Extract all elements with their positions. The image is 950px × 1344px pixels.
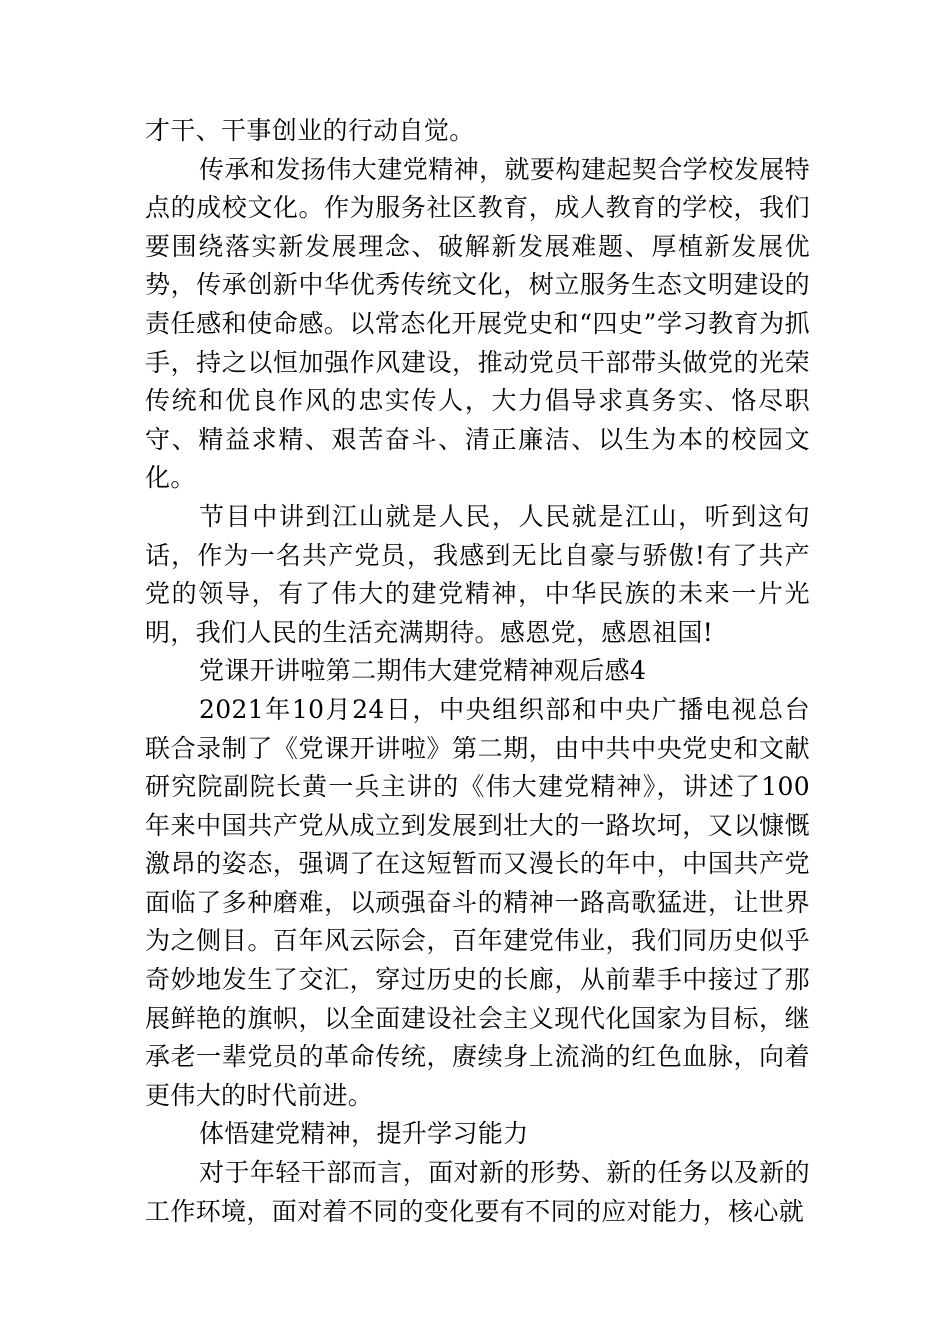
paragraph-2: 传承和发扬伟大建党精神，就要构建起契合学校发展特点的成校文化。作为服务社区教育，成人教育的学校，我们要围绕落实新发展理念、破解新发展难题、厚植新发展优势，传承创新中华优秀传统文化，树立服务生态文明建设的责任感和使命感。以常态化开展党史和“四史”学习教育为抓手，持之以恒加强作风建设，推动党员干部带头做党的光荣传统和优良作风的忠实传人，大力倡导求真务实、恪尽职守、精益求精、艰苦奋斗、清正廉洁、以生为本的校园文化。 — [145, 154, 810, 493]
paragraph-3: 节目中讲到江山就是人民，人民就是江山，听到这句话，作为一名共产党员，我感到无比自豪与骄傲!有了共产党的领导，有了伟大的建党精神，中华民族的未来一片光明，我们人民的生活充满期待。感恩党，感恩祖国! — [145, 501, 810, 647]
subheading: 体悟建党精神，提升学习能力 — [199, 1119, 529, 1149]
paragraph-7: 对于年轻干部而言，面对新的形势、新的任务以及新的工作环境，面对着不同的变化要有不同的应对能力，核心就 — [145, 1158, 810, 1226]
paragraph-1: 才干、干事创业的行动自觉。 — [145, 116, 475, 145]
paragraph-5: 2021年10月24日，中央组织部和中央广播电视总台联合录制了《党课开讲啦》第二期，由中共中央党史和文献研究院副院长黄一兵主讲的《伟大建党精神》，讲述了100年来中国共产党从成立到发展到壮大的一路坎坷，又以慷慨激昂的姿态，强调了在这短暂而又漫长的年中，中国共产党面临了多种磨难，以顽强奋斗的精神一路高歌猛进，让世界为之侧目。百年风云际会，百年建党伟业，我们同历史似乎奇妙地发生了交汇，穿过历史的长廊，从前辈手中接过了那展鲜艳的旗帜，以全面建设社会主义现代化国家为目标，继承老一辈党员的革命传统，赓续身上流淌的红色血脉，向着更伟大的时代前进。 — [145, 694, 810, 1110]
section-heading-4: 党课开讲啦第二期伟大建党精神观后感4 — [199, 656, 647, 686]
document-body — [145, 112, 810, 1231]
